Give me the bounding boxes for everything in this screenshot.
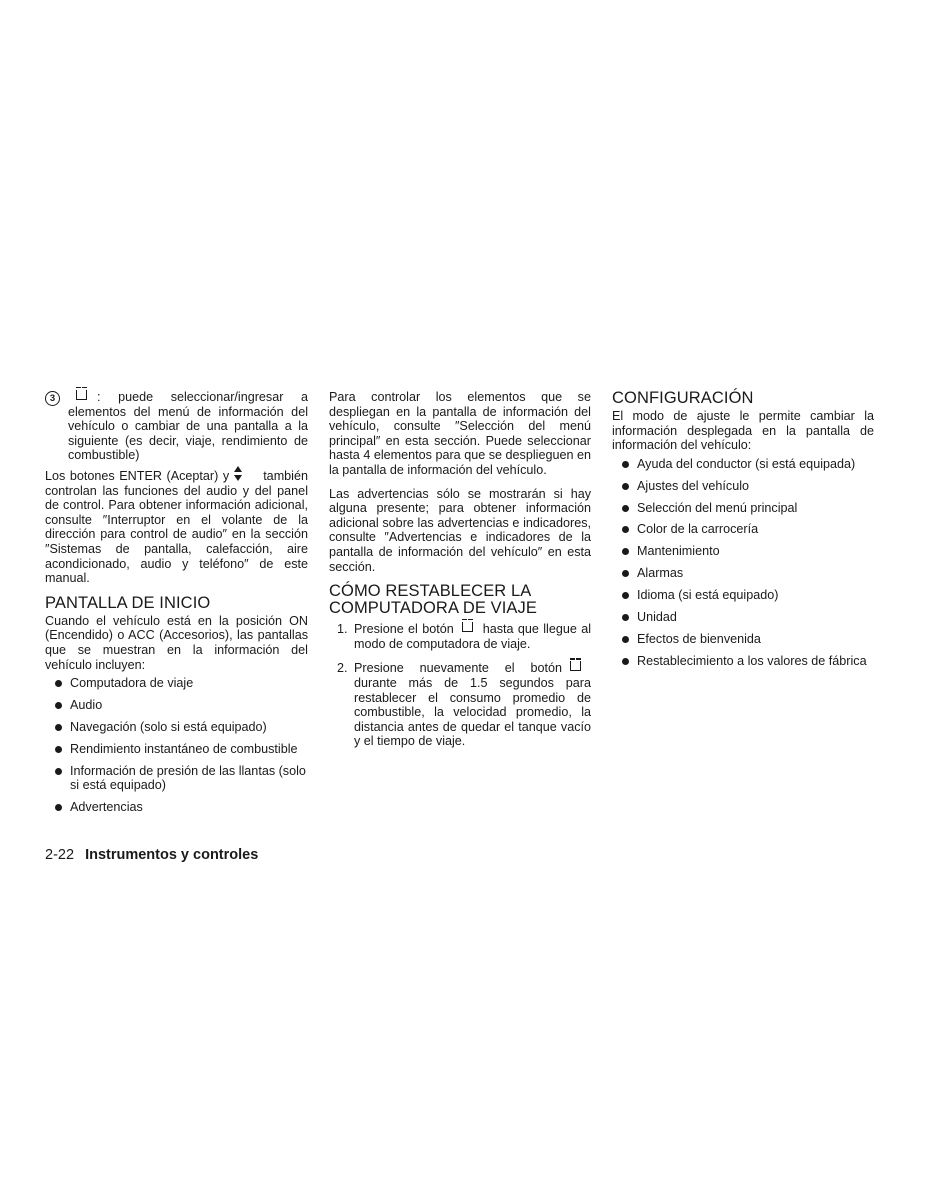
- up-down-arrows-icon: [233, 468, 243, 482]
- heading-configuracion: CONFIGURACIÓN: [612, 389, 754, 407]
- list-item: Unidad: [612, 610, 874, 625]
- list-settings: [612, 457, 874, 669]
- enter-button-icon: [76, 390, 87, 400]
- list-item: Selección del menú principal: [612, 501, 874, 516]
- page-footer: [45, 847, 258, 863]
- enter-button-icon: [462, 622, 473, 632]
- list-item: Idioma (si está equipado): [612, 588, 874, 603]
- list-item: Color de la carrocería: [612, 522, 874, 537]
- list-item: Ayuda del conductor (si está equipada): [612, 457, 874, 472]
- item-3-text: : puede seleccionar/ingresar a elementos del menú de información del vehículo o cambiar de una pantalla a la siguiente (es decir, viaje, rendimiento de combustible): [68, 390, 308, 463]
- list-item: Ajustes del vehículo: [612, 479, 874, 494]
- column-middle: [329, 390, 591, 759]
- heading-pantalla-inicio: PANTALLA DE INICIO: [45, 593, 211, 612]
- list-item: Rendimiento instantáneo de combustible: [45, 742, 308, 757]
- list-item: Advertencias: [45, 800, 308, 815]
- step-item: 2. Presione nuevamente el botóndurante más de 1.5 segundos para restablecer el consumo promedio de combustible, la velocidad promedio, la distancia antes de quedar el tanque vacío y el tiempo de viaje.: [337, 661, 591, 749]
- circled-number: 3: [45, 391, 60, 406]
- list-item: Efectos de bienvenida: [612, 632, 874, 647]
- list-item: Audio: [45, 698, 308, 713]
- list-home-screens: [45, 676, 308, 815]
- numbered-item-3: [45, 390, 308, 463]
- step-item: 1. Presione el botón hasta que llegue al modo de computadora de viaje.: [337, 622, 591, 651]
- steps-list: [329, 622, 591, 749]
- paragraph-inicio: Cuando el vehículo está en la posición ON (Encendido) o ACC (Accesorios), las pantallas que se muestran en la información del vehículo incluyen:: [45, 613, 308, 672]
- paragraph-enter-buttons: Los botones ENTER (Aceptar) y también controlan las funciones del audio y del panel de control. Para obtener información adicional, consulte ″Interruptor en el volante de la dirección para control de audio″ en la sección ″Sistemas de pantalla, calefacción, aire acondicionado, audio y teléfono″ de este manual.: [45, 468, 308, 586]
- paragraph-warnings: Las advertencias sólo se mostrarán si hay alguna presente; para obtener información adicional sobre las advertencias e indicadores, consulte ″Advertencias e indicadores de la pantalla de información del vehículo″ en esta sección.: [329, 486, 591, 574]
- section-title: Instrumentos y controles: [85, 847, 259, 863]
- column-right: [612, 390, 874, 676]
- list-item: Restablecimiento a los valores de fábrica: [612, 654, 874, 669]
- enter-button-icon: [570, 661, 581, 671]
- list-item: Información de presión de las llantas (solo si está equipado): [45, 764, 308, 793]
- paragraph-control-elements: Para controlar los elementos que se despliegan en la pantalla de información del vehículo, consulte ″Selección del menú principal″ en esta sección. Puede seleccionar hasta 4 elementos para que se desplieguen en la pantalla de información del vehículo.: [329, 390, 591, 477]
- column-left: [45, 390, 308, 822]
- list-item: Mantenimiento: [612, 544, 874, 559]
- list-item: Computadora de viaje: [45, 676, 308, 691]
- paragraph-configuracion: El modo de ajuste le permite cambiar la información desplegada en la pantalla de información del vehículo:: [612, 409, 874, 453]
- heading-reset-trip-computer: CÓMO RESTABLECER LA COMPUTADORA DE VIAJE: [329, 582, 537, 618]
- page-number: 2-22: [45, 847, 75, 863]
- list-item: Navegación (solo si está equipado): [45, 720, 308, 735]
- list-item: Alarmas: [612, 566, 874, 581]
